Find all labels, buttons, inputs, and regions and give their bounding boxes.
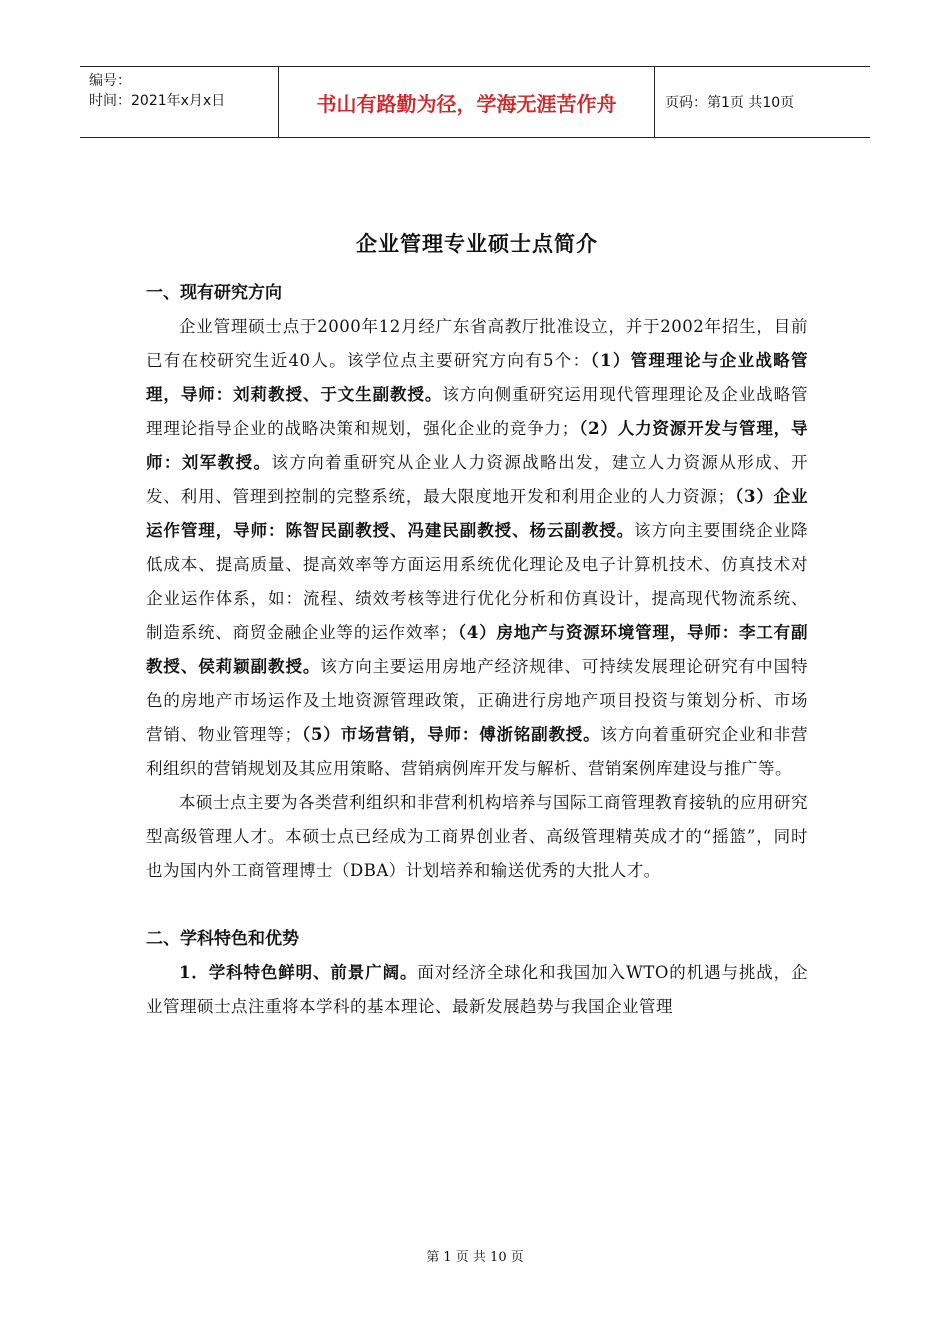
document-body <box>146 228 808 1024</box>
text-run: 该方向着重研究企业和非营利组织的营销规划及其应用策略、营销病例库开发与解析、营销案例库建设与推广等。 <box>146 725 809 778</box>
section-heading-2: 二、学科特色和优势 <box>146 929 299 949</box>
page-footer: 第 1 页 共 10 页 <box>426 1250 524 1265</box>
header-meta <box>80 67 279 137</box>
paragraph-features <box>146 956 808 1024</box>
direction-2: （2）人力资源开发与管理，导师：刘军教授。 <box>146 419 808 472</box>
doc-time-label: 时间：2021年x月x日 <box>89 93 226 109</box>
paragraph-training-goal: 本硕士点主要为各类营利组织和非营利机构培养与国际工商管理教育接轨的应用研究型高级管理人才。本硕士点已经成为工商界创业者、高级管理精英成才的“摇篮”，同时也为国内外工商管理博士（DBA）计划培养和输送优秀的大批人才。 <box>146 793 808 880</box>
text-run: 企业管理硕士点于2000年12月经广东省高教厅批准设立，并于2002年招生，目前已有在校研究生近40人。该学位点主要研究方向有5个： <box>146 317 808 370</box>
direction-3: （3）企业运作管理，导师：陈智民副教授、冯建民副教授、杨云副教授。 <box>146 487 809 540</box>
feature-1-title: 1．学科特色鲜明、前景广阔。 <box>179 963 418 982</box>
text-run: 该方向主要运用房地产经济规律、可持续发展理论研究有中国特色的房地产市场运作及土地资源管理政策，正确进行房地产项目投资与策划分析、市场营销、物业管理等； <box>146 657 809 744</box>
page-header <box>80 66 870 138</box>
document-title: 企业管理专业硕士点简介 <box>356 231 598 256</box>
header-page-code: 页码：第1页 共10页 <box>665 95 795 111</box>
direction-5: （5）市场营销，导师：傅浙铭副教授。 <box>301 725 601 744</box>
section-heading-1: 一、现有研究方向 <box>146 283 282 303</box>
text-run: 该方向侧重研究运用现代管理理论及企业战略管理理论指导企业的战略决策和规划，强化企业的竞争力； <box>146 385 809 438</box>
text-run: 该方向着重研究从企业人力资源战略出发，建立人力资源从形成、开发、利用、管理到控制的完整系统，最大限度地开发和利用企业的人力资源； <box>146 453 809 506</box>
direction-1: （1）管理理论与企业战略管理，导师：刘莉教授、于文生副教授。 <box>146 351 809 404</box>
text-run: 该方向主要围绕企业降低成本、提高质量、提高效率等方面运用系统优化理论及电子计算机技术、仿真技术对企业运作体系，如：流程、绩效考核等进行优化分析和仿真设计，提高现代物流系统、制造系统、商贸金融企业等的运作效率； <box>146 521 809 642</box>
doc-number-label: 编号： <box>89 73 131 89</box>
paragraph-research-directions <box>146 310 808 786</box>
text-run: 面对经济全球化和我国加入WTO的机遇与挑战，企业管理硕士点注重将本学科的基本理论、最新发展趋势与我国企业管理 <box>146 963 808 1016</box>
header-motto: 书山有路勤为径，学海无涯苦作舟 <box>279 67 655 137</box>
direction-4: （4）房地产与资源环境管理，导师：李工有副教授、侯莉颖副教授。 <box>146 623 809 676</box>
